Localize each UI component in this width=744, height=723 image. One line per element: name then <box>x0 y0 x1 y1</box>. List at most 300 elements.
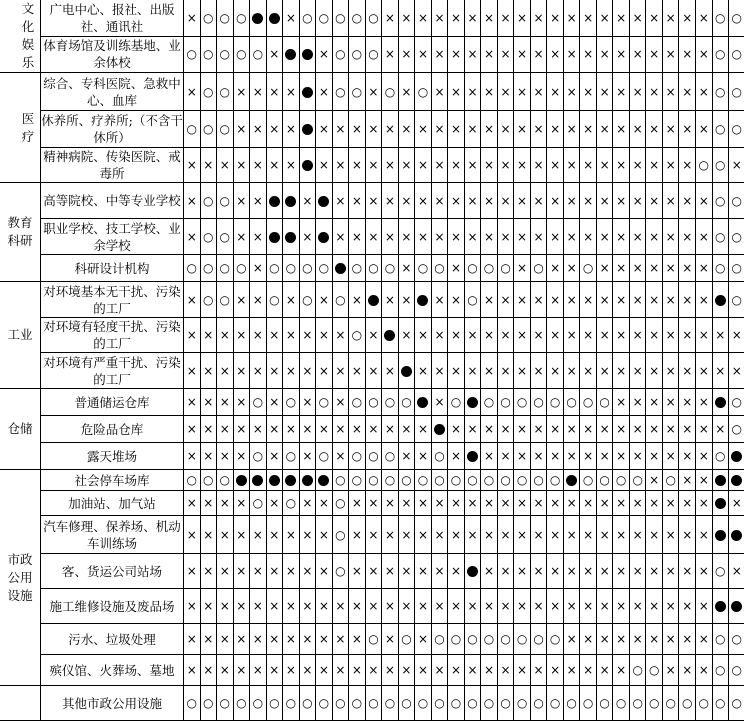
cross-icon: × <box>285 632 296 646</box>
incompatible-cross-icon <box>250 219 267 255</box>
incompatible-cross-icon <box>662 36 679 73</box>
cross-icon: × <box>533 84 544 99</box>
cross-icon: × <box>500 564 511 578</box>
category-label <box>0 686 41 721</box>
cross-icon: × <box>665 395 676 409</box>
incompatible-cross-icon <box>646 183 663 219</box>
circle-icon: ○ <box>483 696 495 710</box>
cross-icon: × <box>401 328 412 342</box>
conditional-circle-icon <box>332 686 349 721</box>
cross-icon: × <box>484 564 495 578</box>
cross-icon: × <box>583 632 594 646</box>
circle-icon: ○ <box>566 696 577 710</box>
cross-icon: × <box>665 10 676 25</box>
incompatible-cross-icon <box>398 655 415 686</box>
category-label: 教育科研 <box>0 183 41 282</box>
conditional-circle-icon <box>729 655 744 686</box>
cross-icon: × <box>236 496 247 510</box>
incompatible-cross-icon <box>233 389 250 416</box>
incompatible-cross-icon <box>415 554 432 589</box>
cross-icon: × <box>599 292 610 307</box>
cross-icon: × <box>368 496 379 510</box>
circle-icon: ○ <box>368 10 379 25</box>
cross-icon: × <box>368 229 379 244</box>
circle-icon: ○ <box>302 696 313 710</box>
incompatible-cross-icon <box>629 183 646 219</box>
cross-icon: × <box>533 328 544 342</box>
cross-icon: × <box>467 122 478 136</box>
incompatible-cross-icon <box>530 148 547 183</box>
filled-circle-icon <box>269 196 280 207</box>
conditional-circle-icon <box>382 686 399 721</box>
cross-icon: × <box>566 564 577 578</box>
circle-icon: ○ <box>219 229 231 244</box>
conditional-circle-icon <box>217 219 234 255</box>
incompatible-cross-icon <box>497 148 514 183</box>
incompatible-cross-icon <box>481 36 498 73</box>
incompatible-cross-icon <box>497 416 514 443</box>
compatible-dot-icon <box>729 516 744 554</box>
cross-icon: × <box>566 496 577 510</box>
conditional-circle-icon <box>729 36 744 73</box>
cross-icon: × <box>450 122 462 136</box>
incompatible-cross-icon <box>332 353 349 389</box>
cross-icon: × <box>186 599 197 613</box>
incompatible-cross-icon <box>398 491 415 516</box>
cross-icon: × <box>186 328 197 342</box>
circle-icon: ○ <box>335 696 346 710</box>
incompatible-cross-icon <box>679 148 696 183</box>
circle-icon: ○ <box>318 261 330 275</box>
cross-icon: × <box>219 564 230 578</box>
cross-icon: × <box>434 193 445 208</box>
circle-icon: ○ <box>351 395 363 409</box>
incompatible-cross-icon <box>365 111 382 148</box>
cross-icon: × <box>219 363 230 378</box>
cross-icon: × <box>203 449 214 463</box>
compatible-dot-icon <box>563 470 580 491</box>
conditional-circle-icon <box>481 624 498 655</box>
incompatible-cross-icon <box>497 491 514 516</box>
circle-icon: ○ <box>516 696 528 710</box>
cross-icon: × <box>566 449 577 463</box>
incompatible-cross-icon <box>316 655 333 686</box>
table-row <box>0 554 744 589</box>
incompatible-cross-icon <box>530 183 547 219</box>
table-row <box>0 655 744 686</box>
cross-icon: × <box>698 663 709 677</box>
incompatible-cross-icon <box>233 624 250 655</box>
circle-icon: ○ <box>219 292 231 307</box>
filled-circle-icon <box>401 366 412 377</box>
incompatible-cross-icon <box>679 36 696 73</box>
incompatible-cross-icon <box>695 416 712 443</box>
incompatible-cross-icon <box>217 589 234 624</box>
cross-icon: × <box>517 363 528 378</box>
cross-icon: × <box>649 158 660 172</box>
incompatible-cross-icon <box>563 36 580 73</box>
facility-name: 其他市政公用设施 <box>41 686 184 721</box>
cross-icon: × <box>269 328 280 342</box>
cross-icon: × <box>384 496 395 510</box>
circle-icon: ○ <box>252 496 264 510</box>
cross-icon: × <box>698 261 709 275</box>
cross-icon: × <box>500 292 511 307</box>
cross-icon: × <box>599 422 610 436</box>
cross-icon: × <box>368 363 379 378</box>
incompatible-cross-icon <box>580 655 597 686</box>
table-row <box>0 470 744 491</box>
conditional-circle-icon <box>497 624 514 655</box>
incompatible-cross-icon <box>415 219 432 255</box>
cross-icon: × <box>467 496 478 510</box>
incompatible-cross-icon <box>596 255 613 282</box>
conditional-circle-icon <box>217 686 234 721</box>
conditional-circle-icon <box>547 686 564 721</box>
cross-icon: × <box>550 599 561 613</box>
incompatible-cross-icon <box>431 655 448 686</box>
conditional-circle-icon <box>729 111 744 148</box>
incompatible-cross-icon <box>481 655 498 686</box>
cross-icon: × <box>186 395 197 409</box>
incompatible-cross-icon <box>497 219 514 255</box>
incompatible-cross-icon <box>497 554 514 589</box>
cross-icon: × <box>236 328 247 342</box>
incompatible-cross-icon <box>464 73 481 111</box>
cross-icon: × <box>351 229 362 244</box>
circle-icon: ○ <box>549 395 561 409</box>
circle-icon: ○ <box>483 395 495 409</box>
cross-icon: × <box>302 663 313 677</box>
cross-icon: × <box>517 496 528 510</box>
circle-icon: ○ <box>648 696 660 710</box>
cross-icon: × <box>285 122 296 136</box>
incompatible-cross-icon <box>283 624 300 655</box>
filled-circle-icon <box>731 530 742 541</box>
cross-icon: × <box>484 84 495 99</box>
cross-icon: × <box>203 496 214 510</box>
circle-icon: ○ <box>715 663 726 677</box>
cross-icon: × <box>484 496 495 510</box>
cross-icon: × <box>417 363 428 378</box>
incompatible-cross-icon <box>448 0 465 36</box>
conditional-circle-icon <box>200 282 217 318</box>
incompatible-cross-icon <box>398 148 415 183</box>
incompatible-cross-icon <box>613 443 630 470</box>
incompatible-cross-icon <box>563 516 580 554</box>
incompatible-cross-icon <box>299 624 316 655</box>
facility-name: 加油站、加气站 <box>41 491 184 516</box>
incompatible-cross-icon <box>580 282 597 318</box>
incompatible-cross-icon <box>530 443 547 470</box>
cross-icon: × <box>269 47 280 62</box>
cross-icon: × <box>186 84 197 99</box>
cross-icon: × <box>219 449 230 463</box>
cross-icon: × <box>517 599 528 613</box>
circle-icon: ○ <box>252 47 264 62</box>
cross-icon: × <box>269 663 280 677</box>
cross-icon: × <box>252 158 263 172</box>
cross-icon: × <box>616 449 627 463</box>
cross-icon: × <box>665 449 676 463</box>
incompatible-cross-icon <box>596 416 613 443</box>
cross-icon: × <box>417 449 428 463</box>
facility-name: 精神病院、传染医院、戒毒所 <box>41 148 184 183</box>
cross-icon: × <box>335 395 346 409</box>
cross-icon: × <box>484 158 495 172</box>
filled-circle-icon <box>715 397 726 408</box>
cross-icon: × <box>401 496 412 510</box>
incompatible-cross-icon <box>629 148 646 183</box>
incompatible-cross-icon <box>266 589 283 624</box>
circle-icon: ○ <box>483 473 495 487</box>
incompatible-cross-icon <box>415 416 432 443</box>
cross-icon: × <box>285 564 296 578</box>
cross-icon: × <box>599 47 610 62</box>
category-label: 医疗 <box>0 73 41 183</box>
circle-icon: ○ <box>500 261 511 275</box>
circle-icon: ○ <box>203 292 214 307</box>
circle-icon: ○ <box>731 422 743 436</box>
cross-icon: × <box>715 363 726 378</box>
conditional-circle-icon <box>530 389 547 416</box>
incompatible-cross-icon <box>184 443 201 470</box>
circle-icon: ○ <box>269 261 280 275</box>
incompatible-cross-icon <box>448 491 465 516</box>
circle-icon: ○ <box>203 193 214 208</box>
cross-icon: × <box>550 422 561 436</box>
compatible-dot-icon <box>464 443 481 470</box>
cross-icon: × <box>649 449 660 463</box>
incompatible-cross-icon <box>662 516 679 554</box>
cross-icon: × <box>434 47 445 62</box>
cross-icon: × <box>285 328 296 342</box>
cross-icon: × <box>500 663 511 677</box>
facility-name: 施工维修设施及废品场 <box>41 589 184 624</box>
cross-icon: × <box>665 193 676 208</box>
cross-icon: × <box>186 422 197 436</box>
cross-icon: × <box>533 158 544 172</box>
incompatible-cross-icon <box>679 443 696 470</box>
cross-icon: × <box>203 395 214 409</box>
incompatible-cross-icon <box>563 282 580 318</box>
circle-icon: ○ <box>417 84 429 99</box>
incompatible-cross-icon <box>316 148 333 183</box>
cross-icon: × <box>467 527 478 542</box>
facility-name: 社会停车场库 <box>41 470 184 491</box>
incompatible-cross-icon <box>464 0 481 36</box>
incompatible-cross-icon <box>464 416 481 443</box>
cross-icon: × <box>186 193 197 208</box>
incompatible-cross-icon <box>332 389 349 416</box>
incompatible-cross-icon <box>530 111 547 148</box>
incompatible-cross-icon <box>662 353 679 389</box>
incompatible-cross-icon <box>299 491 316 516</box>
cross-icon: × <box>616 292 627 307</box>
incompatible-cross-icon <box>415 443 432 470</box>
circle-icon: ○ <box>368 632 379 646</box>
cross-icon: × <box>533 292 544 307</box>
conditional-circle-icon <box>596 470 613 491</box>
cross-icon: × <box>698 632 709 646</box>
cross-icon: × <box>500 599 511 613</box>
compatible-dot-icon <box>365 282 382 318</box>
circle-icon: ○ <box>302 10 313 25</box>
conditional-circle-icon <box>464 624 481 655</box>
incompatible-cross-icon <box>613 389 630 416</box>
incompatible-cross-icon <box>530 0 547 36</box>
incompatible-cross-icon <box>415 183 432 219</box>
incompatible-cross-icon <box>431 73 448 111</box>
incompatible-cross-icon <box>596 111 613 148</box>
cross-icon: × <box>583 158 594 172</box>
filled-circle-icon <box>715 295 726 306</box>
cross-icon: × <box>401 158 412 172</box>
compatible-dot-icon <box>299 111 316 148</box>
cross-icon: × <box>649 292 660 307</box>
cross-icon: × <box>517 663 528 677</box>
cross-icon: × <box>335 663 346 677</box>
circle-icon: ○ <box>219 261 231 275</box>
cross-icon: × <box>698 292 709 307</box>
circle-icon: ○ <box>186 47 197 62</box>
cross-icon: × <box>632 527 643 542</box>
conditional-circle-icon <box>547 624 564 655</box>
facility-name: 职业学校、技工学校、业余学校 <box>41 219 184 255</box>
conditional-circle-icon <box>729 0 744 36</box>
cross-icon: × <box>236 122 247 136</box>
incompatible-cross-icon <box>431 318 448 353</box>
cross-icon: × <box>351 599 362 613</box>
circle-icon: ○ <box>549 473 561 487</box>
circle-icon: ○ <box>186 122 197 136</box>
incompatible-cross-icon <box>398 255 415 282</box>
incompatible-cross-icon <box>266 516 283 554</box>
cross-icon: × <box>351 193 362 208</box>
cross-icon: × <box>384 193 395 208</box>
cross-icon: × <box>566 47 577 62</box>
conditional-circle-icon <box>497 389 514 416</box>
incompatible-cross-icon <box>580 516 597 554</box>
cross-icon: × <box>219 496 230 510</box>
incompatible-cross-icon <box>547 183 564 219</box>
incompatible-cross-icon <box>695 516 712 554</box>
cross-icon: × <box>533 449 544 463</box>
incompatible-cross-icon <box>250 416 267 443</box>
circle-icon: ○ <box>368 47 379 62</box>
cross-icon: × <box>203 158 214 172</box>
cross-icon: × <box>698 395 709 409</box>
incompatible-cross-icon <box>679 470 696 491</box>
cross-icon: × <box>616 229 627 244</box>
compatible-dot-icon <box>712 470 729 491</box>
cross-icon: × <box>236 292 247 307</box>
conditional-circle-icon <box>283 389 300 416</box>
incompatible-cross-icon <box>662 416 679 443</box>
incompatible-cross-icon <box>398 0 415 36</box>
incompatible-cross-icon <box>250 353 267 389</box>
filled-circle-icon <box>285 232 296 243</box>
circle-icon: ○ <box>335 473 346 487</box>
circle-icon: ○ <box>351 84 363 99</box>
incompatible-cross-icon <box>299 554 316 589</box>
cross-icon: × <box>665 84 676 99</box>
incompatible-cross-icon <box>283 111 300 148</box>
incompatible-cross-icon <box>662 318 679 353</box>
cross-icon: × <box>632 158 643 172</box>
circle-icon: ○ <box>252 449 264 463</box>
cross-icon: × <box>434 395 445 409</box>
compatible-dot-icon <box>250 0 267 36</box>
incompatible-cross-icon <box>250 554 267 589</box>
filled-circle-icon <box>434 424 445 435</box>
incompatible-cross-icon <box>695 353 712 389</box>
conditional-circle-icon <box>415 255 432 282</box>
incompatible-cross-icon <box>398 589 415 624</box>
incompatible-cross-icon <box>233 516 250 554</box>
circle-icon: ○ <box>434 696 445 710</box>
circle-icon: ○ <box>335 496 346 510</box>
incompatible-cross-icon <box>217 148 234 183</box>
cross-icon: × <box>450 496 462 510</box>
incompatible-cross-icon <box>431 183 448 219</box>
incompatible-cross-icon <box>266 624 283 655</box>
incompatible-cross-icon <box>497 73 514 111</box>
incompatible-cross-icon <box>349 589 366 624</box>
table-row <box>0 73 744 111</box>
conditional-circle-icon <box>662 470 679 491</box>
circle-icon: ○ <box>351 696 363 710</box>
cross-icon: × <box>665 663 676 677</box>
cross-icon: × <box>566 328 577 342</box>
incompatible-cross-icon <box>563 655 580 686</box>
cross-icon: × <box>533 47 544 62</box>
cross-icon: × <box>401 599 412 613</box>
incompatible-cross-icon <box>415 148 432 183</box>
cross-icon: × <box>450 527 462 542</box>
circle-icon: ○ <box>731 122 743 136</box>
incompatible-cross-icon <box>184 516 201 554</box>
conditional-circle-icon <box>464 255 481 282</box>
circle-icon: ○ <box>318 696 330 710</box>
conditional-circle-icon <box>316 0 333 36</box>
cross-icon: × <box>583 229 594 244</box>
conditional-circle-icon <box>217 73 234 111</box>
incompatible-cross-icon <box>729 491 744 516</box>
cross-icon: × <box>417 158 428 172</box>
conditional-circle-icon <box>365 36 382 73</box>
cross-icon: × <box>417 328 428 342</box>
incompatible-cross-icon <box>250 318 267 353</box>
cross-icon: × <box>285 363 296 378</box>
cross-icon: × <box>467 229 478 244</box>
circle-icon: ○ <box>715 696 726 710</box>
circle-icon: ○ <box>731 632 743 646</box>
incompatible-cross-icon <box>316 318 333 353</box>
cross-icon: × <box>434 496 445 510</box>
cross-icon: × <box>467 158 478 172</box>
cross-icon: × <box>318 632 329 646</box>
cross-icon: × <box>583 10 594 25</box>
incompatible-cross-icon <box>679 111 696 148</box>
incompatible-cross-icon <box>613 318 630 353</box>
incompatible-cross-icon <box>679 516 696 554</box>
conditional-circle-icon <box>266 686 283 721</box>
cross-icon: × <box>450 564 462 578</box>
incompatible-cross-icon <box>679 183 696 219</box>
incompatible-cross-icon <box>332 443 349 470</box>
cross-icon: × <box>351 527 362 542</box>
